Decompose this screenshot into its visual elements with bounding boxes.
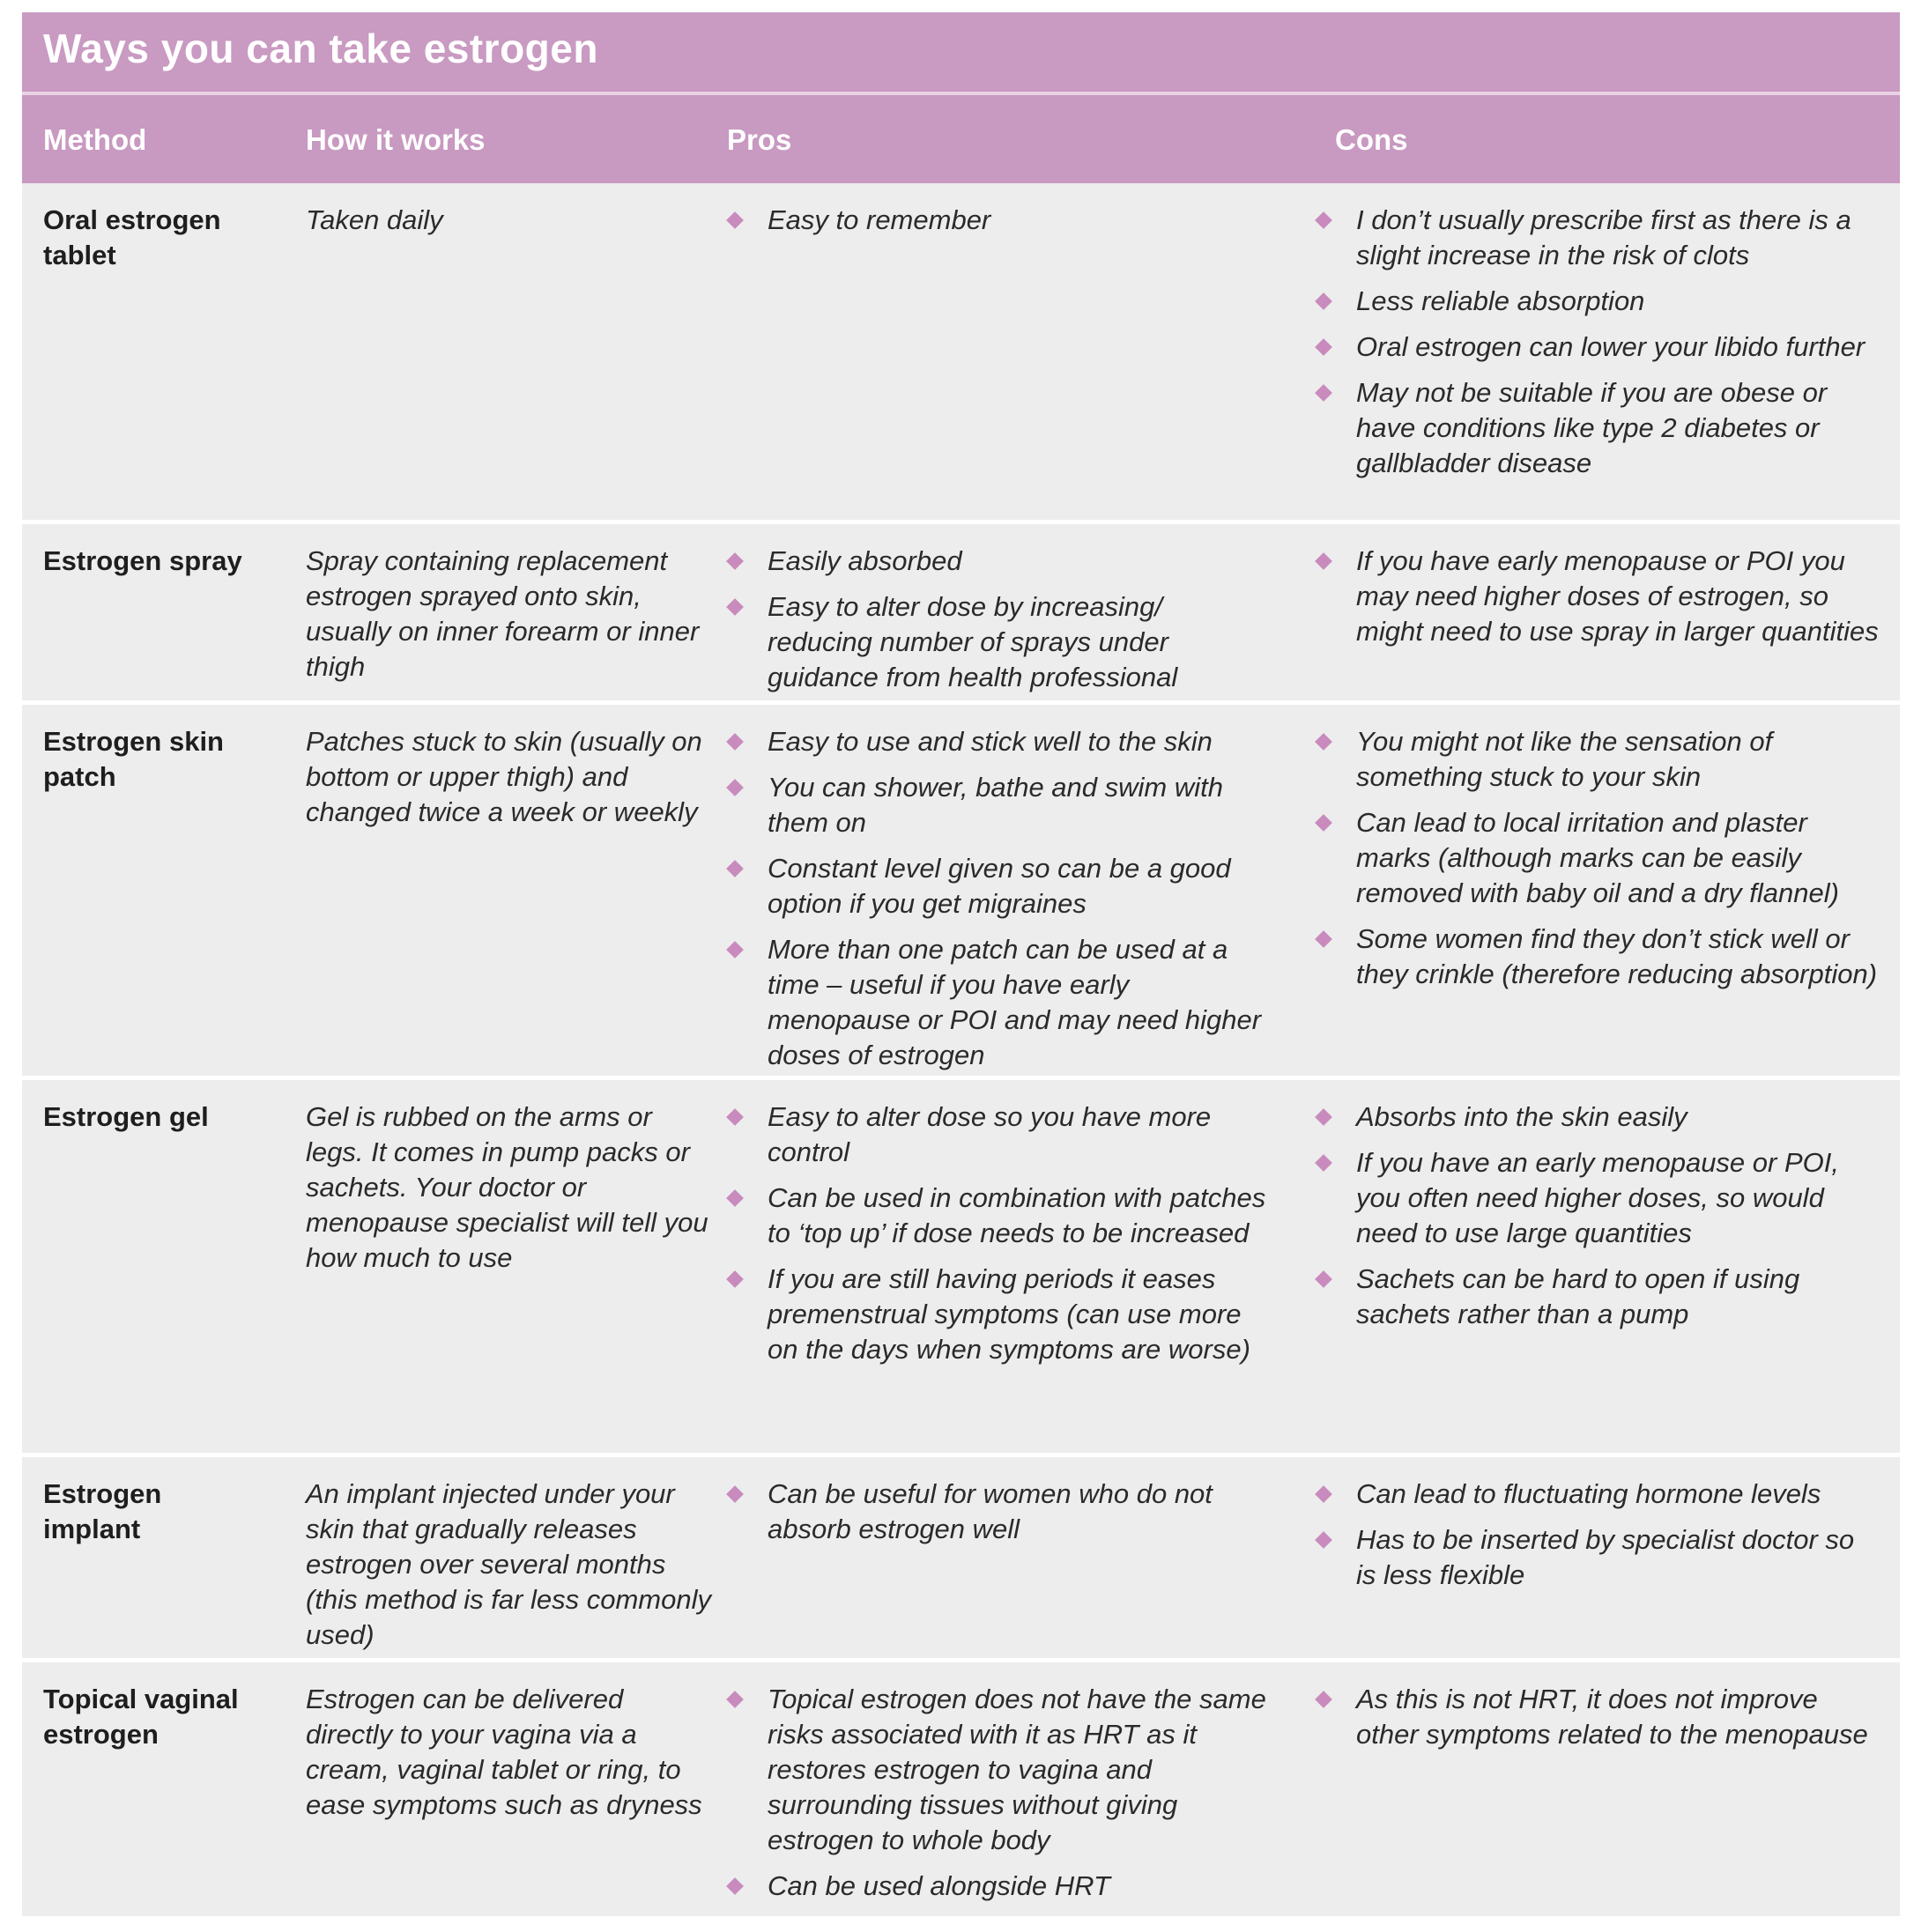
diamond-bullet-icon [1315, 1108, 1332, 1126]
pros-item [727, 589, 1273, 695]
cons-list [1316, 203, 1880, 492]
diamond-bullet-icon [1315, 552, 1332, 570]
title-bar [22, 12, 1900, 95]
cons-item-text: Sachets can be hard to open if using sachets rather than a pump [1356, 1263, 1800, 1329]
diamond-bullet-icon [726, 552, 744, 570]
pros-item [727, 724, 1273, 759]
pros-item-text: If you are still having periods it eases premenstrual symptoms (can use more on the days when symptoms are worse) [768, 1263, 1250, 1365]
pros-item [727, 1181, 1273, 1251]
table-title: Ways you can take estrogen [43, 26, 598, 71]
diamond-bullet-icon [1315, 1531, 1332, 1549]
pros-item-text: More than one patch can be used at a time – useful if you have early menopause or POI and may need higher doses of estrogen [768, 934, 1262, 1070]
diamond-bullet-icon [726, 1691, 744, 1708]
diamond-bullet-icon [1315, 930, 1332, 948]
diamond-bullet-icon [1315, 1691, 1332, 1708]
cons-item-text: If you have an early menopause or POI, you often need higher doses, so would need to use large quantities [1356, 1147, 1839, 1248]
diamond-bullet-icon [726, 1108, 744, 1126]
diamond-bullet-icon [726, 1877, 744, 1895]
pros-item [727, 1099, 1273, 1170]
cons-item-text: I don’t usually prescribe first as there is a slight increase in the risk of clots [1356, 204, 1851, 270]
pros-list [727, 544, 1273, 706]
cons-item [1316, 1682, 1880, 1752]
header-how-it-works: How it works [306, 123, 486, 156]
pros-item-text: You can shower, bathe and swim with them on [768, 772, 1223, 838]
pros-item [727, 851, 1273, 922]
cons-item-text: Can lead to local irritation and plaster marks (although marks can be easily removed with baby oil and a dry flannel) [1356, 807, 1839, 908]
cons-list [1316, 1477, 1880, 1603]
method-cell: Estrogen skin patch [43, 726, 224, 792]
pros-item-text: Easily absorbed [768, 545, 962, 576]
pros-item [727, 203, 1273, 238]
diamond-bullet-icon [1315, 1270, 1332, 1288]
table-row [22, 524, 1900, 705]
pros-item [727, 770, 1273, 840]
pros-item [727, 932, 1273, 1073]
cons-item-text: Some women find they don’t stick well or they crinkle (therefore reducing absorption) [1356, 923, 1878, 989]
how-it-works-cell: Taken daily [306, 204, 443, 235]
cons-item [1316, 329, 1880, 365]
pros-item-text: Easy to alter dose by increasing/ reducing number of sprays under guidance from health professional [768, 591, 1178, 692]
cons-item [1316, 203, 1880, 273]
cons-item-text: If you have early menopause or POI you may need higher doses of estrogen, so might need to use spray in larger quantities [1356, 545, 1879, 647]
table-row [22, 1080, 1900, 1457]
pros-item-text: Constant level given so can be a good option if you get migraines [768, 853, 1231, 919]
diamond-bullet-icon [726, 860, 744, 877]
cons-item [1316, 922, 1880, 992]
pros-item-text: Can be used alongside HRT [768, 1870, 1110, 1901]
diamond-bullet-icon [1315, 814, 1332, 832]
pros-item [727, 544, 1273, 579]
diamond-bullet-icon [1315, 292, 1332, 310]
diamond-bullet-icon [1315, 384, 1332, 402]
table-row [22, 183, 1900, 524]
cons-item-text: May not be suitable if you are obese or have conditions like type 2 diabetes or gallbladder disease [1356, 377, 1828, 478]
cons-item [1316, 544, 1880, 649]
cons-item [1316, 1262, 1880, 1332]
pros-item-text: Easy to use and stick well to the skin [768, 726, 1213, 757]
cons-list [1316, 1099, 1880, 1343]
pros-item [727, 1682, 1273, 1858]
pros-item-text: Topical estrogen does not have the same risks associated with it as HRT as it restores estrogen to vagina and surrounding tissues without giving estrogen to whole body [768, 1684, 1266, 1855]
cons-item-text: Less reliable absorption [1356, 285, 1645, 316]
how-it-works-cell: Patches stuck to skin (usually on bottom or upper thigh) and changed twice a week or weekly [306, 726, 702, 827]
diamond-bullet-icon [726, 1189, 744, 1207]
cons-item [1316, 1477, 1880, 1512]
pros-item [727, 1262, 1273, 1367]
header-cons: Cons [1335, 123, 1408, 156]
pros-item-text: Can be used in combination with patches to ‘top up’ if dose needs to be increased [768, 1182, 1266, 1248]
diamond-bullet-icon [726, 1270, 744, 1288]
cons-list [1316, 1682, 1880, 1763]
cons-item [1316, 1099, 1880, 1135]
diamond-bullet-icon [1315, 1485, 1332, 1503]
cons-item [1316, 805, 1880, 911]
cons-item [1316, 375, 1880, 481]
how-it-works-cell: Spray containing replacement estrogen sprayed onto skin, usually on inner forearm or inner thigh [306, 545, 700, 682]
method-cell: Estrogen implant [43, 1478, 162, 1544]
header-method: Method [43, 123, 147, 156]
header-row [22, 95, 1900, 183]
pros-item-text: Easy to alter dose so you have more control [768, 1101, 1212, 1167]
diamond-bullet-icon [726, 211, 744, 229]
pros-item [727, 1869, 1273, 1904]
method-cell: Estrogen spray [43, 545, 242, 576]
method-cell: Topical vaginal estrogen [43, 1684, 239, 1750]
pros-list [727, 203, 1273, 248]
how-it-works-cell: An implant injected under your skin that gradually releases estrogen over several months (this method is far less commonly used) [306, 1478, 711, 1650]
pros-item [727, 1477, 1273, 1547]
cons-item-text: Can lead to fluctuating hormone levels [1356, 1478, 1821, 1509]
cons-item-text: Has to be inserted by specialist doctor so is less flexible [1356, 1524, 1855, 1590]
diamond-bullet-icon [1315, 733, 1332, 751]
table-row [22, 705, 1900, 1080]
diamond-bullet-icon [726, 941, 744, 959]
pros-list [727, 1682, 1273, 1914]
table-row [22, 1457, 1900, 1662]
pros-list [727, 1477, 1273, 1558]
how-it-works-cell: Gel is rubbed on the arms or legs. It comes in pump packs or sachets. Your doctor or menopause specialist will tell you how much to use [306, 1101, 708, 1273]
table-row [22, 1662, 1900, 1921]
diamond-bullet-icon [726, 733, 744, 751]
cons-item-text: As this is not HRT, it does not improve other symptoms related to the menopause [1356, 1684, 1868, 1750]
how-it-works-cell: Estrogen can be delivered directly to your vagina via a cream, vaginal tablet or ring, to ease symptoms such as dryness [306, 1684, 702, 1820]
cons-item [1316, 1145, 1880, 1251]
pros-list [727, 724, 1273, 1084]
cons-item [1316, 284, 1880, 319]
header-pros: Pros [727, 123, 792, 156]
cons-list [1316, 544, 1880, 660]
cons-item-text: You might not like the sensation of something stuck to your skin [1356, 726, 1773, 792]
pros-list [727, 1099, 1273, 1378]
cons-item [1316, 724, 1880, 795]
diamond-bullet-icon [1315, 338, 1332, 356]
diamond-bullet-icon [726, 1485, 744, 1503]
method-cell: Oral estrogen tablet [43, 204, 221, 270]
cons-item-text: Oral estrogen can lower your libido further [1356, 331, 1865, 362]
diamond-bullet-icon [1315, 1154, 1332, 1172]
method-cell: Estrogen gel [43, 1101, 209, 1132]
pros-item-text: Easy to remember [768, 204, 991, 235]
diamond-bullet-icon [726, 779, 744, 796]
pros-item-text: Can be useful for women who do not absorb estrogen well [768, 1478, 1213, 1544]
cons-item-text: Absorbs into the skin easily [1356, 1101, 1687, 1132]
cons-item [1316, 1522, 1880, 1593]
diamond-bullet-icon [726, 598, 744, 616]
diamond-bullet-icon [1315, 211, 1332, 229]
cons-list [1316, 724, 1880, 1003]
estrogen-table [22, 12, 1900, 1921]
